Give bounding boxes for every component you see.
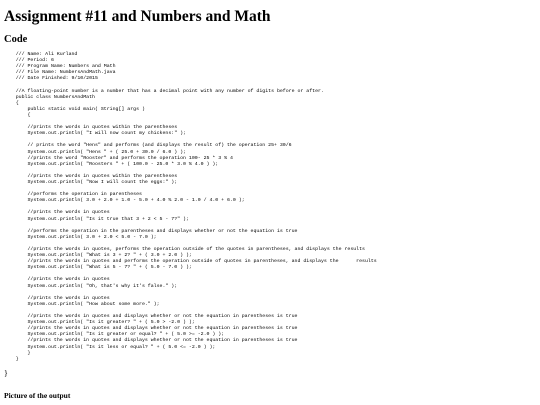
code-line: System.out.println( "I will now count my chickens:" ); bbox=[4, 131, 186, 137]
code-line: public static void main( String[] args ) bbox=[4, 106, 145, 112]
code-line: System.out.println( "Is it true that 3 + 2 < 5 - 7?" ); bbox=[4, 216, 189, 222]
code-line: System.out.println( "Roosters " + ( 100.0 - 25.0 * 3.0 % 4.0 ) ); bbox=[4, 161, 219, 167]
code-line: //prints the words in quotes within the parentheses bbox=[4, 125, 178, 131]
code-line: System.out.println( "What is 3 + 2? " + ( 3.0 + 2.0 ) ); bbox=[4, 253, 192, 259]
code-line: //prints the words in quotes bbox=[4, 277, 110, 283]
code-line: System.out.println( "Hens " + ( 25.0 + 30.0 / 6.0 ) ); bbox=[4, 149, 186, 155]
code-line: System.out.println( "How about some more." ); bbox=[4, 301, 160, 307]
code-line: } bbox=[4, 356, 19, 362]
code-line: System.out.println( "Is it greater or equal? " + ( 5.0 >= -2.0 ) ); bbox=[4, 332, 225, 338]
code-line: //prints the words in quotes, performs the operation outside of the quotes in parentheses, and displays the results bbox=[4, 247, 365, 252]
output-heading: Picture of the output bbox=[4, 391, 71, 400]
code-line: /// Program Name: Numbers and Math bbox=[4, 64, 116, 70]
code-line: //prints the words in quotes bbox=[4, 210, 110, 216]
code-line: System.out.println( "Oh, that's why it's false." ); bbox=[4, 283, 178, 289]
code-line: //prints the words in quotes and displays whether or not the equation in parentheses is true bbox=[4, 338, 298, 344]
code-line: //prints the words in quotes bbox=[4, 295, 110, 301]
code-line: { bbox=[4, 112, 31, 118]
code-line: //prints the words in quotes and performs the operation outside of quotes in parentheses, and displays the results bbox=[4, 259, 377, 265]
code-line: public class NumbersAndMath bbox=[4, 94, 95, 100]
code-line: /// Date Finished: 9/10/2015 bbox=[4, 76, 98, 82]
code-line: { bbox=[4, 100, 19, 106]
code-line: System.out.println( 3.0 + 2.0 + 1.0 - 5.0 + 4.0 % 2.0 - 1.0 / 4.0 + 6.0 ); bbox=[4, 198, 245, 204]
code-line: //A floating-point number is a number that has a decimal point with any number of digits before or after. bbox=[4, 88, 324, 94]
code-line: // prints the word "Hens" and performs (and displays the result of) the operation 25+ 30/6 bbox=[4, 143, 292, 149]
page-title: Assignment #11 and Numbers and Math bbox=[4, 8, 271, 25]
code-line: /// File Name: NumbersAndMath.java bbox=[4, 70, 116, 76]
code-listing bbox=[4, 52, 377, 363]
code-line: System.out.println( "Is it less or equal? " + ( 5.0 <= -2.0 ) ); bbox=[4, 344, 216, 350]
code-line: //prints the words in quotes within the parentheses bbox=[4, 173, 178, 179]
code-line: } bbox=[4, 350, 31, 356]
code-line: System.out.println( "Is it greater? " + ( 5.0 > -2.0 ) ); bbox=[4, 320, 195, 326]
closing-brace: } bbox=[4, 369, 8, 378]
code-heading: Code bbox=[4, 34, 28, 45]
code-line: System.out.println( "What is 5 - 7? " + ( 5.0 - 7.0 ) ); bbox=[4, 265, 192, 271]
code-line: //prints the word "Rooster" and performs the operation 100- 25 * 3 % 4 bbox=[4, 155, 233, 161]
code-line: /// Period: 6 bbox=[4, 58, 54, 64]
code-line: //prints the words in quotes and displays whether or not the equation in parentheses is true bbox=[4, 314, 298, 320]
code-line: /// Name: Ali Kurland bbox=[4, 52, 78, 57]
code-line: //prints the words in quotes and displays whether or not the equation in parentheses is true bbox=[4, 326, 298, 332]
code-line: System.out.println( 3.0 + 2.0 < 5.0 - 7.0 ); bbox=[4, 234, 157, 240]
code-line: //performs the operation in the parentheses and displays whether or not the equation is true bbox=[4, 228, 298, 234]
code-line: //performs the operation in parentheses bbox=[4, 192, 142, 198]
code-line: System.out.println( "Now I will count the eggs:" ); bbox=[4, 179, 178, 185]
